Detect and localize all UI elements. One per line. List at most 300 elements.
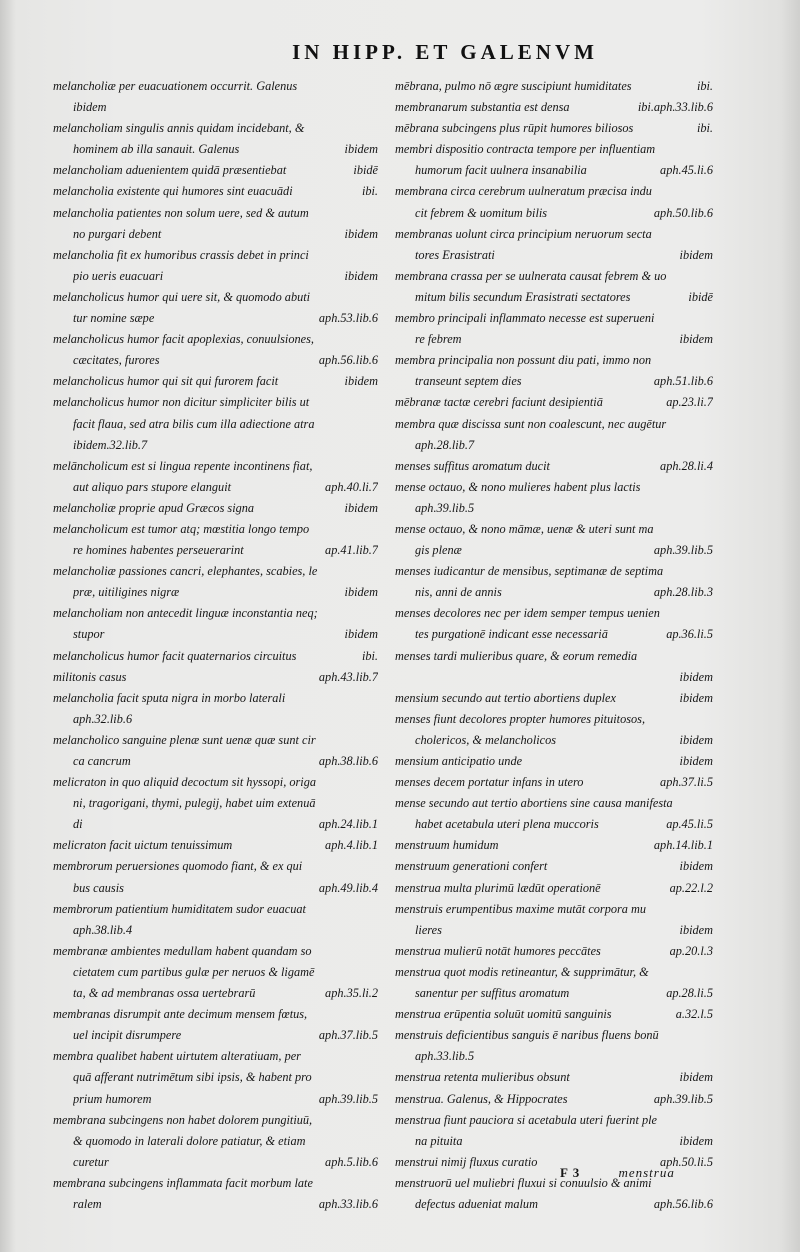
entry-text: melancholicus humor non dicitur simpliciter bilis ut	[53, 395, 310, 410]
index-entry-line	[395, 751, 713, 772]
entry-text: menstruis deficientibus sanguis ē naribus fluens bonū	[395, 1028, 659, 1043]
entry-reference: aph.40.li.7	[325, 479, 378, 494]
entry-reference: aph.51.lib.6	[653, 374, 713, 389]
entry-reference	[370, 1173, 378, 1194]
entry-reference: ibi.	[696, 121, 713, 136]
entry-text: mēbranæ tactæ cerebri faciunt desipientiā	[395, 395, 603, 410]
entry-text: re febrem	[415, 332, 462, 347]
entry-text: ca cancrum	[73, 754, 131, 768]
entry-reference	[370, 1067, 378, 1088]
entry-text: tur nomine sæpe	[73, 311, 155, 326]
entry-text: melancholiæ per euacuationem occurrit. Galenus	[53, 79, 298, 93]
entry-text: mēbrana subcingens plus rūpit humores biliosos	[395, 121, 634, 136]
entry-text: menstruum humidum	[395, 838, 499, 853]
entry-reference	[370, 435, 378, 456]
entry-text: pio ueris euacuari	[73, 268, 164, 283]
entry-reference: aph.4.lib.1	[325, 838, 378, 853]
entry-text: aph.38.lib.4	[73, 922, 133, 937]
entry-text: aph.28.lib.7	[415, 437, 475, 452]
index-entry-line	[53, 814, 378, 835]
index-entry-line	[53, 245, 378, 266]
index-entry-line	[53, 1004, 378, 1025]
index-entry-line	[53, 350, 378, 371]
entry-text: melancholiam non antecedit linguæ inconstantia neq;	[53, 606, 318, 621]
entry-text: cit febrem & uomitum bilis	[415, 205, 548, 220]
index-entry-line	[53, 329, 378, 350]
entry-text: hominem ab illa sanauit. Galenus	[73, 142, 240, 157]
entry-text: ni, tragorigani, thymi, pulegij, habet uim extenuā	[73, 796, 316, 811]
entry-reference: ibidem	[679, 332, 713, 347]
entry-text: uel incipit disrumpere	[73, 1028, 182, 1043]
entry-reference	[705, 646, 713, 667]
entry-text: aph.33.lib.5	[415, 1049, 475, 1064]
entry-text: quā afferant nutrimētum sibi ipsis, & habent pro	[73, 1070, 312, 1085]
entry-text: tores Erasistrati	[415, 247, 495, 262]
entry-reference: ibidem	[679, 247, 713, 262]
index-entry-line	[53, 603, 378, 624]
entry-text: melancholico sanguine plenæ sunt uenæ quæ sunt cir	[53, 732, 316, 747]
index-entry-line	[53, 1046, 378, 1067]
entry-text: membrana subcingens inflammata facit morbum late	[53, 1175, 313, 1190]
index-entry-line	[53, 561, 378, 582]
index-entry-line	[53, 498, 378, 519]
entry-text: mitum bilis secundum Erasistrati sectatores	[415, 289, 631, 304]
index-entry-line	[395, 139, 713, 160]
index-entry-line	[395, 329, 713, 350]
index-entry-line	[53, 540, 378, 561]
entry-text: menses suffitus aromatum ducit	[395, 458, 550, 473]
entry-reference	[370, 456, 378, 477]
entry-reference: ap.45.li.5	[666, 817, 713, 832]
index-entry-line	[395, 624, 713, 645]
index-entry-line	[53, 224, 378, 245]
entry-text: melancholia patientes non solum uere, sed & autum	[53, 205, 309, 220]
entry-text: membranæ ambientes medullam habent quandam so	[53, 943, 312, 958]
index-entry-line	[395, 920, 713, 941]
index-entry-line	[395, 308, 713, 329]
entry-reference	[705, 899, 713, 920]
index-entry-line	[395, 561, 713, 582]
entry-text: melancholia fit ex humoribus crassis debet in princi	[53, 247, 309, 262]
entry-reference: ap.22.l.2	[669, 880, 713, 895]
catchword: menstrua	[618, 1165, 675, 1180]
entry-text: membra qualibet habent uirtutem alteratiuam, per	[53, 1049, 301, 1064]
index-entry-line	[395, 878, 713, 899]
entry-text: membro principali inflammato necesse est superueni	[395, 311, 655, 326]
entry-text: melancholicus humor qui uere sit, & quomodo abuti	[53, 289, 311, 304]
entry-text: menstrua. Galenus, & Hippocrates	[395, 1091, 568, 1106]
entry-reference	[370, 920, 378, 941]
entry-reference: ap.23.li.7	[666, 395, 713, 410]
index-entry-line	[53, 392, 378, 413]
entry-reference	[370, 118, 378, 139]
index-entry-line	[395, 983, 713, 1004]
entry-text: membrana crassa per se uulnerata causat febrem & uo	[395, 268, 667, 283]
index-entry-line	[53, 624, 378, 645]
entry-text: curetur	[73, 1154, 109, 1169]
index-entry-line	[53, 519, 378, 540]
entry-text: bus causis	[73, 880, 124, 895]
entry-text: melancholiam aduenientem quidā præsentiebat	[53, 163, 287, 178]
entry-reference	[370, 899, 378, 920]
index-entry-line	[395, 371, 713, 392]
entry-reference	[370, 97, 378, 118]
entry-reference	[370, 730, 378, 751]
entry-reference: aph.45.li.6	[660, 163, 713, 178]
index-entry-line	[53, 1089, 378, 1110]
left-column	[53, 76, 378, 1215]
entry-text: menstrua erūpentia soluūt uomitū sanguinis	[395, 1007, 612, 1022]
entry-reference	[705, 477, 713, 498]
index-entry-line	[53, 160, 378, 181]
entry-reference: aph.56.lib.6	[653, 1196, 713, 1211]
entry-text: melancholicus humor facit quaternarios circuitus	[53, 648, 297, 663]
entry-reference: ibidem	[679, 1070, 713, 1085]
index-entry-line	[53, 920, 378, 941]
index-entry-line	[395, 793, 713, 814]
index-entry-line	[395, 730, 713, 751]
entry-reference: aph.50.lib.6	[653, 205, 713, 220]
index-entry-line	[395, 245, 713, 266]
entry-reference: aph.33.lib.6	[318, 1196, 378, 1211]
entry-reference: ibidem	[344, 500, 378, 515]
index-entry-line	[395, 1025, 713, 1046]
entry-reference	[705, 519, 713, 540]
index-entry-line	[395, 814, 713, 835]
entry-reference: ibi.	[361, 184, 378, 199]
index-entry-line	[53, 751, 378, 772]
entry-reference: ibidem	[679, 732, 713, 747]
index-entry-line	[395, 667, 713, 688]
entry-reference: aph.28.lib.3	[653, 585, 713, 600]
index-entry-line	[53, 709, 378, 730]
index-entry-line	[53, 772, 378, 793]
entry-reference	[370, 245, 378, 266]
entry-text: defectus adueniat malum	[415, 1196, 538, 1211]
entry-reference: ibi.	[361, 648, 378, 663]
index-entry-line	[53, 793, 378, 814]
entry-text: mensium anticipatio unde	[395, 754, 523, 768]
index-entry-line	[395, 287, 713, 308]
entry-reference	[370, 1004, 378, 1025]
entry-text: melicraton facit uictum tenuissimum	[53, 838, 233, 853]
index-entry-line	[395, 962, 713, 983]
entry-text: melancholicum est tumor atq; mœstitia longo tempo	[53, 521, 310, 536]
index-entry-line	[53, 1110, 378, 1131]
index-entry-line	[395, 1067, 713, 1088]
entry-reference	[705, 350, 713, 371]
index-entry-line	[395, 224, 713, 245]
entry-reference: aph.37.li.5	[660, 775, 713, 790]
entry-text	[415, 667, 672, 688]
entry-reference	[705, 793, 713, 814]
index-entry-line	[395, 1004, 713, 1025]
index-entry-line	[53, 97, 378, 118]
entry-text: na pituita	[415, 1133, 463, 1148]
entry-reference	[705, 224, 713, 245]
entry-reference	[370, 392, 378, 413]
entry-reference: aph.56.lib.6	[318, 353, 378, 368]
index-entry-line	[53, 76, 378, 97]
index-entry-line	[395, 540, 713, 561]
entry-text: membrorum peruersiones quomodo fiant, & ex qui	[53, 859, 303, 874]
index-columns	[53, 76, 713, 1215]
entry-reference	[370, 287, 378, 308]
entry-reference	[705, 139, 713, 160]
entry-text: melancholicus humor qui sit qui furorem facit	[53, 374, 279, 389]
index-entry-line	[53, 941, 378, 962]
entry-text: menses decolores nec per idem semper tempus uenien	[395, 606, 660, 621]
entry-text: lieres	[415, 922, 442, 937]
entry-reference	[370, 1046, 378, 1067]
entry-reference: ibidem	[679, 1133, 713, 1148]
entry-text: sanentur per suffitus aromatum	[415, 986, 570, 1001]
entry-reference	[370, 561, 378, 582]
entry-text: menstrua retenta mulieribus obsunt	[395, 1070, 570, 1085]
entry-text: membranas uolunt circa principium neruorum secta	[395, 226, 652, 241]
entry-reference	[370, 772, 378, 793]
entry-text: prium humorem	[73, 1091, 152, 1106]
entry-text: mense secundo aut tertio abortiens sine causa manifesta	[395, 796, 673, 811]
entry-text: ibidem.32.lib.7	[73, 437, 148, 452]
entry-text: cietatem cum partibus gulæ per neruos & ligamē	[73, 964, 315, 979]
entry-reference: ibidem	[344, 585, 378, 600]
index-entry-line	[53, 688, 378, 709]
entry-reference: aph.14.lib.1	[653, 838, 713, 853]
entry-text: menstruum generationi confert	[395, 859, 548, 874]
index-entry-line	[395, 1194, 713, 1215]
entry-text: membrorum patientium humiditatem sudor euacuat	[53, 901, 306, 916]
index-entry-line	[395, 414, 713, 435]
entry-text: menstrua fiunt pauciora si acetabula uteri fuerint ple	[395, 1112, 657, 1127]
entry-reference: ibidē	[353, 163, 378, 178]
index-entry-line	[395, 688, 713, 709]
entry-reference	[370, 856, 378, 877]
entry-reference: ap.20.l.3	[669, 943, 713, 958]
index-entry-line	[395, 266, 713, 287]
index-entry-line	[53, 835, 378, 856]
entry-reference	[705, 435, 713, 456]
entry-text: præ, uitiligines nigræ	[73, 585, 180, 600]
entry-text: militonis casus	[53, 669, 127, 684]
entry-reference: ap.28.li.5	[666, 986, 713, 1001]
entry-reference: ibidem	[679, 669, 713, 684]
entry-text: membra principalia non possunt diu pati, immo non	[395, 353, 652, 368]
entry-text: ta, & ad membranas ossa uertebrarū	[73, 986, 256, 1001]
index-entry-line	[53, 308, 378, 329]
index-entry-line	[53, 287, 378, 308]
entry-text: no purgari debent	[73, 226, 162, 241]
entry-text: membranarum substantia est densa	[395, 100, 570, 115]
index-entry-line	[395, 856, 713, 877]
entry-reference	[705, 498, 713, 519]
index-entry-line	[395, 203, 713, 224]
index-entry-line	[53, 139, 378, 160]
entry-text: aph.32.lib.6	[73, 711, 133, 726]
entry-reference: ibidem	[344, 374, 378, 389]
index-entry-line	[53, 1025, 378, 1046]
entry-text: melancholiæ proprie apud Græcos signa	[53, 500, 255, 515]
index-entry-line	[395, 899, 713, 920]
entry-text: membrana subcingens non habet dolorem pungitiuū,	[53, 1112, 313, 1127]
entry-reference: ibidem	[344, 226, 378, 241]
entry-text: & quomodo in laterali dolore patiatur, & etiam	[73, 1133, 306, 1148]
index-entry-line	[395, 709, 713, 730]
index-entry-line	[395, 772, 713, 793]
entry-reference: ibidem	[344, 268, 378, 283]
index-entry-line	[53, 962, 378, 983]
entry-text: melancholiam singulis annis quidam incidebant, &	[53, 121, 305, 136]
index-entry-line	[395, 941, 713, 962]
running-header	[0, 40, 800, 65]
entry-text: melancholia existente qui humores sint euacuādi	[53, 184, 293, 199]
entry-text: re homines habentes perseuerarint	[73, 543, 244, 558]
entry-text: menstrua multa plurimū lædūt operationē	[395, 880, 601, 895]
index-entry-line	[395, 97, 713, 118]
entry-reference	[370, 603, 378, 624]
index-entry-line	[53, 1131, 378, 1152]
index-entry-line	[53, 856, 378, 877]
entry-text: facit flaua, sed atra bilis cum illa adiectione atra	[73, 416, 315, 431]
entry-text: melancholia facit sputa nigra in morbo laterali	[53, 690, 286, 705]
index-entry-line	[53, 1152, 378, 1173]
entry-reference: ap.36.li.5	[666, 627, 713, 642]
index-entry-line	[395, 160, 713, 181]
entry-reference	[705, 709, 713, 730]
entry-reference: ibidem	[679, 922, 713, 937]
entry-text: mensium secundo aut tertio abortiens duplex	[395, 690, 616, 705]
index-entry-line	[53, 1067, 378, 1088]
index-entry-line	[53, 414, 378, 435]
index-entry-line	[395, 603, 713, 624]
entry-text: menstrua mulierū notāt humores peccātes	[395, 943, 601, 958]
entry-reference	[370, 941, 378, 962]
index-entry-line	[395, 582, 713, 603]
index-entry-line	[395, 646, 713, 667]
page-footer	[560, 1165, 675, 1181]
index-entry-line	[53, 1173, 378, 1194]
entry-reference	[370, 329, 378, 350]
entry-text: mense octauo, & nono māmæ, uenæ & uteri sunt ma	[395, 521, 654, 536]
index-entry-line	[395, 1046, 713, 1067]
entry-reference: aph.38.lib.6	[318, 754, 378, 768]
entry-text: melāncholicum est si lingua repente incontinens fiat,	[53, 458, 313, 473]
index-entry-line	[395, 519, 713, 540]
entry-text: gis plenæ	[415, 543, 462, 558]
entry-text: menses decem portatur infans in utero	[395, 775, 584, 790]
entry-reference	[370, 962, 378, 983]
entry-text: transeunt septem dies	[415, 374, 522, 389]
entry-reference	[370, 519, 378, 540]
index-entry-line	[53, 667, 378, 688]
entry-text: ralem	[73, 1196, 102, 1211]
entry-reference	[705, 266, 713, 287]
entry-reference: ibi.aph.33.lib.6	[637, 100, 713, 115]
index-entry-line	[395, 118, 713, 139]
entry-text: membri dispositio contracta tempore per influentiam	[395, 142, 656, 157]
entry-text: tes purgationē indicant esse necessariā	[415, 627, 608, 642]
index-entry-line	[53, 203, 378, 224]
index-entry-line	[53, 435, 378, 456]
entry-reference	[705, 308, 713, 329]
entry-reference: aph.53.lib.6	[318, 311, 378, 326]
index-entry-line	[395, 835, 713, 856]
entry-reference: aph.28.li.4	[660, 458, 713, 473]
index-entry-line	[395, 76, 713, 97]
entry-text: habet acetabula uteri plena muccoris	[415, 817, 599, 832]
index-entry-line	[395, 456, 713, 477]
index-entry-line	[395, 1089, 713, 1110]
entry-reference: aph.24.lib.1	[318, 817, 378, 832]
entry-text: di	[73, 817, 83, 832]
header-title: IN HIPP. ET GALENVM	[292, 40, 598, 64]
entry-reference	[370, 203, 378, 224]
entry-reference	[705, 561, 713, 582]
entry-reference: ap.41.lib.7	[325, 543, 378, 558]
entry-reference	[705, 962, 713, 983]
entry-text: stupor	[73, 627, 105, 642]
entry-reference	[705, 414, 713, 435]
index-entry-line	[53, 646, 378, 667]
entry-text: mense octauo, & nono mulieres habent plus lactis	[395, 479, 641, 494]
entry-text: humorum facit uulnera insanabilia	[415, 163, 587, 178]
entry-text: melancholicus humor facit apoplexias, conuulsiones,	[53, 332, 314, 347]
entry-reference: ibidem	[679, 690, 713, 705]
entry-reference	[370, 414, 378, 435]
entry-reference: ibi.	[696, 79, 713, 93]
entry-reference	[370, 709, 378, 730]
entry-text: menstruorū uel muliebri fluxui si conuulsio & animi	[395, 1175, 652, 1190]
entry-reference: aph.39.lib.5	[318, 1091, 378, 1106]
entry-reference: aph.39.lib.5	[653, 1091, 713, 1106]
index-entry-line	[53, 371, 378, 392]
entry-reference: aph.5.lib.6	[325, 1154, 378, 1169]
index-entry-line	[53, 983, 378, 1004]
entry-reference	[705, 1173, 713, 1194]
index-entry-line	[53, 899, 378, 920]
entry-reference: aph.37.lib.5	[318, 1028, 378, 1043]
entry-text: nis, anni de annis	[415, 585, 502, 600]
entry-reference	[370, 793, 378, 814]
index-entry-line	[395, 477, 713, 498]
right-column	[395, 76, 713, 1215]
entry-text: membra quæ discissa sunt non coalescunt, nec augētur	[395, 416, 667, 431]
entry-text: menstruis erumpentibus maxime mutāt corpora mu	[395, 901, 647, 916]
index-entry-line	[53, 582, 378, 603]
entry-reference: aph.35.li.2	[325, 986, 378, 1001]
entry-reference	[705, 1110, 713, 1131]
index-entry-line	[53, 118, 378, 139]
index-entry-line	[53, 1194, 378, 1215]
entry-reference	[370, 1131, 378, 1152]
entry-reference	[705, 1046, 713, 1067]
entry-reference	[370, 76, 378, 97]
entry-text: cæcitates, furores	[73, 353, 160, 368]
entry-text: aph.39.lib.5	[415, 500, 475, 515]
entry-text: menses tardi mulieribus quare, & eorum remedia	[395, 648, 638, 663]
entry-text: menses fiunt decolores propter humores pituitosos,	[395, 711, 646, 726]
entry-reference	[370, 688, 378, 709]
index-entry-line	[53, 181, 378, 202]
entry-reference	[705, 181, 713, 202]
entry-text: melancholiæ passiones cancri, elephantes, scabies, le	[53, 564, 318, 579]
entry-reference: ibidē	[688, 289, 713, 304]
signature-mark: F 3	[560, 1165, 581, 1180]
entry-reference: aph.50.li.5	[660, 1154, 713, 1169]
entry-reference: aph.49.lib.4	[318, 880, 378, 895]
entry-reference: ibidem	[679, 859, 713, 874]
entry-reference: ibidem	[344, 627, 378, 642]
